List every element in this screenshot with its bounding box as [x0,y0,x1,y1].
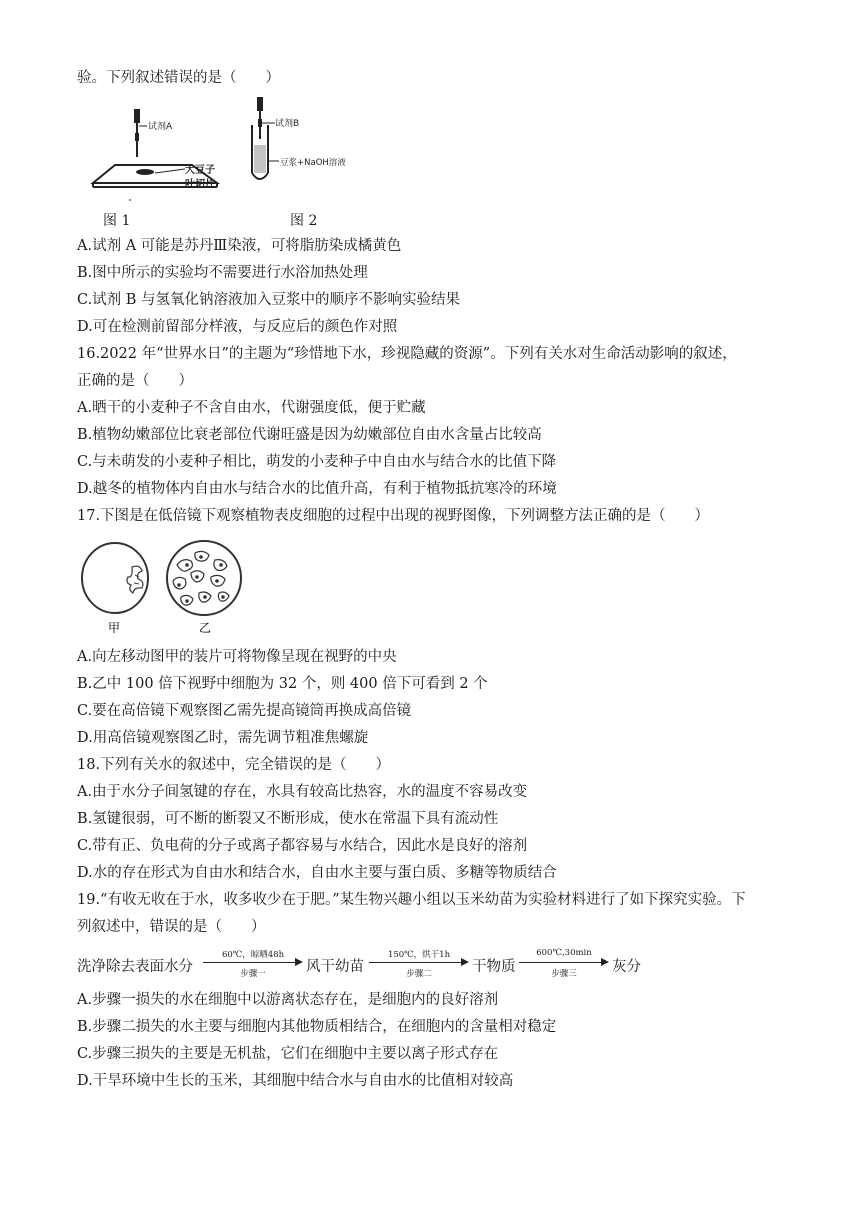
q17-option-a: A.向左移动图甲的装片可将物像呈现在视野的中央 [77,649,397,665]
q16-option-a: A.晒干的小麦种子不含自由水，代谢强度低，便于贮藏 [77,400,426,416]
step-3-label: 步骤三 [551,969,577,979]
q15-option-b: B.图中所示的实验均不需要进行水浴加热处理 [77,265,368,281]
figure-2-caption: 图 2 [290,213,318,229]
q19-stem-line-2: 列叙述中，错误的是（ ） [77,919,266,935]
q15-option-d: D.可在检测前留部分样液，与反应后的颜色作对照 [77,319,398,335]
figure-1-caption: 图 1 [103,213,131,229]
q19-option-b: B.步骤二损失的水主要与细胞内其他物质相结合，在细胞内的含量相对稳定 [77,1019,557,1035]
figure-2-test-tube [252,97,279,179]
step-3-condition: 600℃,30min [536,948,592,958]
q18-option-b: B.氢键很弱，可不断的断裂又不断形成，使水在常温下具有流动性 [77,811,499,827]
q18-option-a: A.由于水分子间氢键的存在，水具有较高比热容，水的温度不容易改变 [77,784,528,800]
microscope-field-figures [77,535,257,640]
q16-option-b: B.植物幼嫩部位比衰老部位代谢旺盛是因为幼嫩部位自由水含量占比较高 [77,427,542,443]
reagent-b-label: 试剂B [275,119,300,129]
field-jia [82,543,148,613]
label-yi: 乙 [198,621,212,635]
q16-stem-line-1: 16.2022 年“世界水日”的主题为“珍惜地下水，珍视隐藏的资源”。下列有关水对生命活动影响的叙述， [77,346,737,362]
q19-stem-line-1: 19.“有收无收在于水，收多收少在于肥。”某生物兴趣小组以玉米幼苗为实验材料进行了如下探究实验。下 [77,892,746,908]
q16-option-c: C.与未萌发的小麦种子相比，萌发的小麦种子中自由水与结合水的比值下降 [77,454,557,470]
q16-option-d: D.越冬的植物体内自由水与结合水的比值升高，有利于植物抵抗寒冷的环境 [77,481,557,497]
q15-option-a: A.试剂 A 可能是苏丹Ⅲ染液，可将脂肪染成橘黄色 [77,238,402,254]
q17-option-b: B.乙中 100 倍下视野中细胞为 32 个，则 400 倍下可看到 2 个 [77,676,488,692]
q17-option-d: D.用高倍镜观察图乙时，需先调节粗准焦螺旋 [77,730,369,746]
field-yi [167,541,241,615]
flow-arrow-step-2 [369,946,469,980]
q18-stem: 18.下列有关水的叙述中，完全错误的是（ ） [77,757,391,773]
q18-option-d: D.水的存在形式为自由水和结合水，自由水主要与蛋白质、多糖等物质结合 [77,865,557,881]
flow-arrow-step-1 [203,946,303,980]
flow-node-dry-matter: 干物质 [472,959,516,975]
flow-arrow-step-3 [519,946,609,980]
flow-node-air-dried-seedling: 风干幼苗 [306,959,364,975]
q17-stem: 17.下图是在低倍镜下观察植物表皮细胞的过程中出现的视野图像，下列调整方法正确的是（ ） [77,508,710,524]
q18-option-c: C.带有正、负电荷的分子或离子都容易与水结合，因此水是良好的溶剂 [77,838,528,854]
label-jia: 甲 [107,621,121,635]
drying-process-flow [77,946,797,980]
q17-option-c: C.要在高倍镜下观察图乙需先提高镜筒再换成高倍镜 [77,703,412,719]
reagent-a-label: 试剂A [148,122,173,132]
tube-contents-label: 豆浆+NaOH溶液 [280,158,346,168]
q15-option-c: C.试剂 B 与氢氧化钠溶液加入豆浆中的顺序不影响实验结果 [77,292,461,308]
q19-option-d: D.干旱环境中生长的玉米，其细胞中结合水与自由水的比值相对较高 [77,1073,514,1089]
experiment-figures [77,95,377,207]
flow-node-ash: 灰分 [612,959,641,975]
leaf-slice-label-2: 叶切片 [185,179,215,190]
step-2-condition: 150℃，烘干1h [387,950,451,960]
question-15-stem-end: 验。下列叙述错误的是（ ） [77,70,280,86]
q19-option-a: A.步骤一损失的水在细胞中以游离状态存在，是细胞内的良好溶剂 [77,992,499,1008]
leaf-slice-label-1: 大豆子 [185,165,215,176]
q16-stem-line-2: 正确的是（ ） [77,373,193,389]
step-1-label: 步骤一 [240,969,266,979]
flow-node-wash: 洗净除去表面水分 [77,959,193,975]
q19-option-c: C.步骤三损失的主要是无机盐，它们在细胞中主要以离子形式存在 [77,1046,499,1062]
step-2-label: 步骤二 [406,969,432,979]
step-1-condition: 60℃，晾晒48h [221,950,285,960]
